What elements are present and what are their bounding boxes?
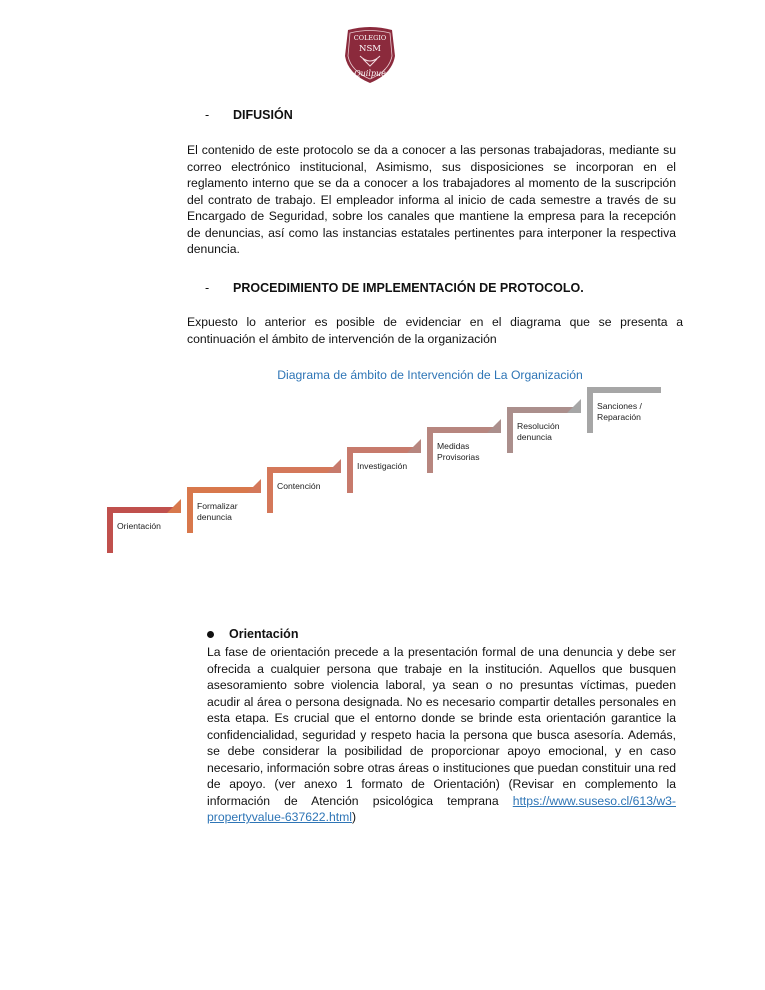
heading-procedimiento: PROCEDIMIENTO DE IMPLEMENTACIÓN DE PROTOCOLO. xyxy=(233,281,584,295)
diagram-step xyxy=(427,419,501,473)
staircase-process-diagram xyxy=(0,380,765,565)
section-heading-difusion xyxy=(205,108,293,122)
diagram-step xyxy=(187,479,261,533)
paragraph-orientacion xyxy=(207,644,676,826)
diagram-step xyxy=(507,399,581,453)
step-label: Formalizar xyxy=(197,501,238,511)
step-label: Investigación xyxy=(357,461,408,471)
paragraph-difusion: El contenido de este protocolo se da a conocer a las personas trabajadoras, mediante su correo electrónico institucional, Asimismo, sus disposiciones se incorporan en el reglamento interno que se da a conocer a los trabajadores al momento de la suscripción del contrato de trabajo. El empleador informa al inicio de cada semestre a través de su Encargado de Seguridad, sobre los canales que mantiene la empresa para la recepción de denuncias, así como las instancias estatales pertinentes para interponer la respectiva denuncia. xyxy=(187,143,676,256)
step-bar xyxy=(587,387,661,393)
step-label-line2: Reparación xyxy=(597,412,641,422)
step-riser xyxy=(587,387,593,433)
step-label: Medidas xyxy=(437,441,470,451)
step-label-line2: denuncia xyxy=(517,432,552,442)
step-arrow-tip xyxy=(487,419,501,433)
paragraph-procedimiento: Expuesto lo anterior es posible de evidenciar en el diagrama que se presenta a continuación el ámbito de intervención de la organización xyxy=(187,315,683,346)
step-riser xyxy=(427,427,433,473)
step-arrow-tip xyxy=(407,439,421,453)
logo-text-nsm: NSM xyxy=(359,44,381,54)
logo-text-quilpue: Quilpué xyxy=(354,69,386,78)
bullet-icon xyxy=(207,631,214,638)
step-arrow-tip xyxy=(247,479,261,493)
school-crest-logo xyxy=(342,26,398,84)
step-label-line2: denuncia xyxy=(197,512,232,522)
step-riser xyxy=(107,507,113,553)
step-arrow-tip xyxy=(327,459,341,473)
orientacion-closing-paren: ) xyxy=(351,810,357,824)
dash-marker: - xyxy=(205,108,210,122)
step-label: Resolución xyxy=(517,421,560,431)
section-heading-procedimiento xyxy=(205,281,584,295)
bullet-heading-orientacion xyxy=(207,627,298,641)
suseso-link[interactable]: https://www.suseso.cl/613/w3-propertyvalue-637622.html xyxy=(207,793,676,824)
step-label: Sanciones / xyxy=(597,401,642,411)
heading-orientacion: Orientación xyxy=(229,627,299,641)
step-label-line2: Provisorias xyxy=(437,452,480,462)
step-arrow-tip xyxy=(167,499,181,513)
step-riser xyxy=(267,467,273,513)
step-riser xyxy=(187,487,193,533)
heading-difusion: DIFUSIÓN xyxy=(233,108,293,122)
step-riser xyxy=(347,447,353,493)
diagram-step xyxy=(267,459,341,513)
diagram-step xyxy=(347,439,421,493)
dash-marker: - xyxy=(205,281,210,295)
diagram-title: Diagrama de ámbito de Intervención de La Organización xyxy=(277,368,583,382)
diagram-step xyxy=(587,387,661,433)
step-label: Contención xyxy=(277,481,321,491)
orientacion-body-text: La fase de orientación precede a la presentación formal de una denuncia y debe ser ofrecida a cualquier persona que trabaje en la institución. Aquellos que busquen asesoramiento sobre violencia laboral, ya sean o no presuntas víctimas, pueden acudir al área o persona designada. No es necesario compartir detalles personales en esta etapa. Es crucial que el entorno donde se brinde esta orientación garantice la confidencialidad, seguridad y respeto hacia la persona que busca asesoría. Además, se debe considerar la posibilidad de proporcionar apoyo emocional, y en caso necesario, información sobre otras áreas o instituciones que puedan constituir una red de apoyo. (ver anexo 1 formato de Orientación) (Revisar en complemento la información de Atención psicológica temprana xyxy=(207,645,676,808)
diagram-step xyxy=(107,499,181,553)
step-riser xyxy=(507,407,513,453)
logo-text-colegio: COLEGIO xyxy=(353,34,387,42)
step-label: Orientación xyxy=(117,521,161,531)
